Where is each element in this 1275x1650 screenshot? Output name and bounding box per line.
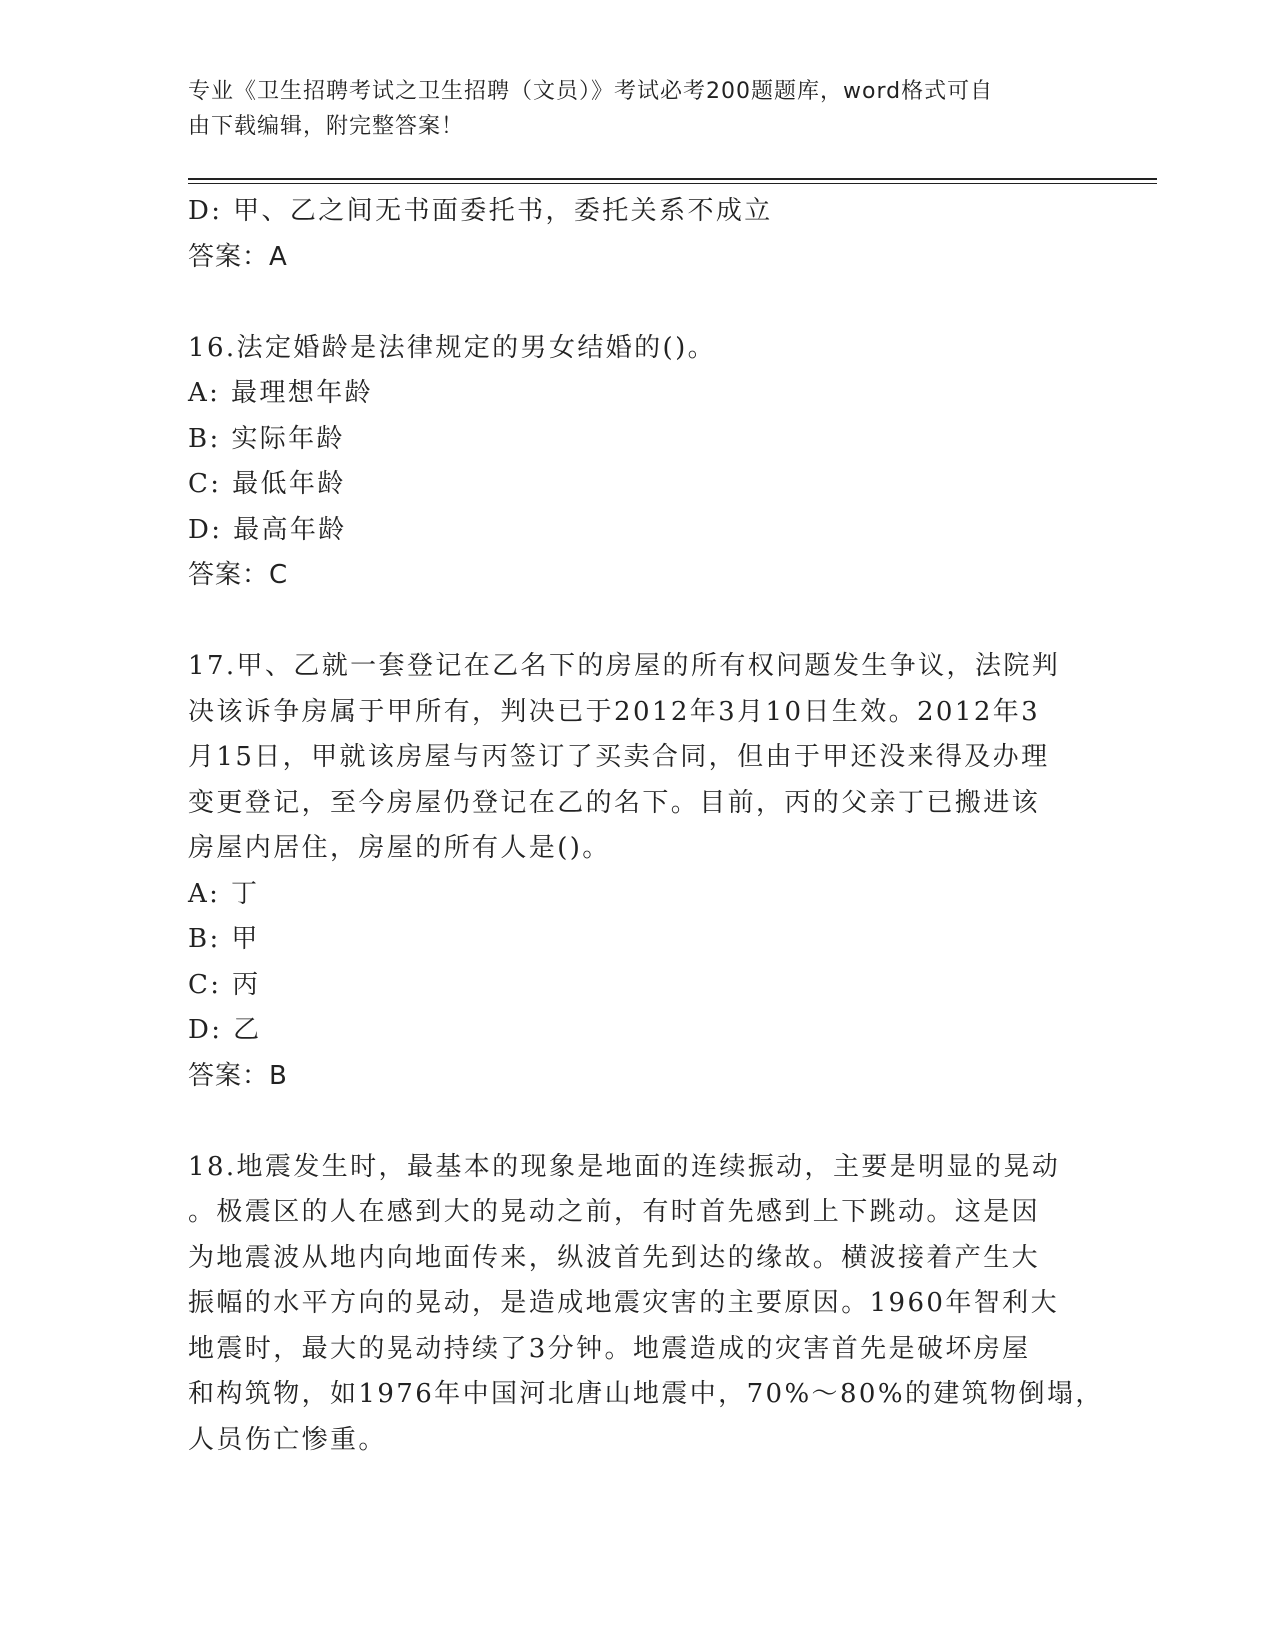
option-c: C: 丙 (188, 969, 261, 1000)
option-d: D: 最高年龄 (188, 514, 347, 545)
question-18 (188, 1145, 1104, 1464)
option-d: D: 甲、乙之间无书面委托书，委托关系不成立 (188, 196, 773, 226)
question-stem: 16.法定婚龄是法律规定的男女结婚的()。 (188, 332, 717, 363)
stem-line: 人员伤亡惨重。 (188, 1424, 387, 1455)
spacer (188, 1099, 1088, 1145)
question-stem (188, 644, 1088, 872)
spacer (188, 280, 1088, 326)
option-d: D: 乙 (188, 1015, 262, 1045)
spacer (188, 599, 1088, 645)
header-divider-thin (188, 183, 1157, 184)
stem-line: 。极震区的人在感到大的晃动之前，有时首先感到上下跳动。这是因 (188, 1197, 1041, 1227)
header-line-2: 由下载编辑，附完整答案！ (188, 114, 465, 139)
option-a: A: 最理想年龄 (188, 378, 374, 408)
answer-line: 答案：C (188, 560, 289, 590)
question-17 (188, 644, 1088, 1099)
question-stem (188, 1145, 1104, 1464)
stem-line: 和构筑物，如1976年中国河北唐山地震中，70%～80%的建筑物倒塌， (188, 1379, 1104, 1409)
header-line-1: 专业《卫生招聘考试之卫生招聘（文员）》考试必考200题题库，word格式可自 (188, 79, 994, 104)
question-16 (188, 326, 1088, 599)
header-divider-thick (188, 178, 1157, 180)
document-header (188, 74, 1068, 144)
stem-line: 18.地震发生时，最基本的现象是地面的连续振动，主要是明显的晃动 (188, 1151, 1061, 1182)
stem-line: 振幅的水平方向的晃动，是造成地震灾害的主要原因。1960年智利大 (188, 1288, 1059, 1318)
stem-line: 为地震波从地内向地面传来，纵波首先到达的缘故。横波接着产生大 (188, 1242, 1041, 1273)
question-15 (188, 189, 1088, 280)
option-b: B: 甲 (188, 924, 260, 954)
stem-line: 房屋内居住，房屋的所有人是()。 (188, 833, 611, 863)
option-b: B: 实际年龄 (188, 423, 345, 454)
stem-line: 17.甲、乙就一套登记在乙名下的房屋的所有权问题发生争议，法院判 (188, 651, 1061, 681)
stem-line: 月15日，甲就该房屋与丙签订了买卖合同，但由于甲还没来得及办理 (188, 742, 1050, 772)
stem-line: 变更登记，至今房屋仍登记在乙的名下。目前，丙的父亲丁已搬进该 (188, 787, 1041, 818)
option-a: A: 丁 (188, 878, 260, 909)
stem-line: 决该诉争房属于甲所有，判决已于2012年3月10日生效。2012年3 (188, 696, 1041, 727)
answer-line: 答案：B (188, 1060, 288, 1091)
option-c: C: 最低年龄 (188, 469, 346, 499)
document-body (188, 189, 1104, 1463)
stem-line: 地震时，最大的晃动持续了3分钟。地震造成的灾害首先是破坏房屋 (188, 1333, 1031, 1364)
answer-line: 答案：A (188, 241, 288, 272)
